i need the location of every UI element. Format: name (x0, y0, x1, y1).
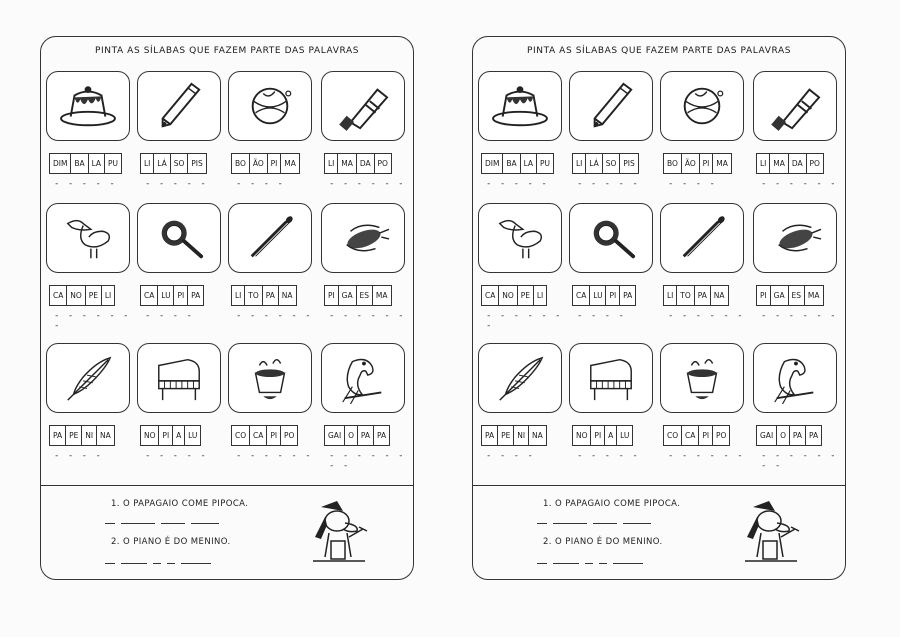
syllable-box[interactable]: NA (710, 285, 729, 306)
syllable-box[interactable]: LU (184, 425, 201, 446)
goofy-icon (735, 497, 805, 569)
blank (153, 555, 161, 564)
syllable-box[interactable]: PO (712, 425, 730, 446)
syllable-row (481, 285, 564, 306)
syllable-box[interactable]: LÁ (153, 153, 170, 174)
word-exercise (228, 203, 314, 321)
syllable-box[interactable]: GA (770, 285, 789, 306)
syllable-box[interactable]: BA (502, 153, 520, 174)
parrot-icon (764, 352, 826, 404)
syllable-box[interactable]: PI (605, 285, 620, 306)
word-exercise (569, 343, 655, 461)
syllable-box[interactable]: ES (788, 285, 806, 306)
blank (553, 555, 579, 564)
pot-icon (671, 352, 733, 404)
picture-frame (137, 71, 221, 141)
syllable-box[interactable]: NA (528, 425, 547, 446)
syllable-box[interactable]: MA (804, 285, 824, 306)
blank (105, 515, 115, 524)
syllable-row (324, 153, 407, 174)
word-exercise (660, 203, 746, 321)
word-exercise (321, 71, 407, 189)
word-exercise (753, 71, 839, 189)
syllable-box[interactable]: A (604, 425, 617, 446)
syllable-row (324, 425, 407, 446)
syllable-box[interactable]: PO (806, 153, 824, 174)
syllable-box[interactable]: PU (104, 153, 122, 174)
answer-dashes: - - - - - - (236, 311, 313, 321)
blank (105, 555, 115, 564)
word-exercise (137, 203, 223, 321)
picture-frame (569, 203, 653, 273)
syllable-box[interactable]: LI (533, 285, 547, 306)
syllable-box[interactable]: PI (324, 285, 339, 306)
answer-dashes: - - - - - (145, 179, 208, 189)
paint-tube-icon (764, 80, 826, 132)
syllable-box[interactable]: A (172, 425, 185, 446)
syllable-box[interactable]: LA (88, 153, 105, 174)
parrot-icon (332, 352, 394, 404)
syllable-box[interactable]: NA (278, 285, 297, 306)
syllable-box[interactable]: PIS (187, 153, 207, 174)
picture-frame (660, 343, 744, 413)
blank (613, 555, 643, 564)
syllable-box[interactable]: LI (140, 153, 154, 174)
picture-frame (228, 343, 312, 413)
syllable-box[interactable]: ES (356, 285, 374, 306)
syllable-box[interactable]: PI (266, 425, 281, 446)
syllable-box[interactable]: LU (616, 425, 633, 446)
sentence: 2. O PIANO É DO MENINO. (543, 537, 663, 547)
syllable-box[interactable]: O (344, 425, 358, 446)
syllable-box[interactable]: PIS (619, 153, 639, 174)
syllable-box[interactable]: MA (337, 153, 357, 174)
syllable-box[interactable]: LI (101, 285, 115, 306)
pot-icon (239, 352, 301, 404)
answer-dashes: - - - - (236, 179, 285, 189)
syllable-row (663, 153, 746, 174)
syllable-box[interactable]: BA (70, 153, 88, 174)
word-exercise (228, 343, 314, 461)
word-exercise (753, 203, 839, 321)
sheet-title: PINTA AS SÍLABAS QUE FAZEM PARTE DAS PALAVRAS (94, 46, 360, 56)
section-divider (40, 485, 414, 486)
syllable-box[interactable]: PI (756, 285, 771, 306)
blank (167, 555, 175, 564)
picture-frame (46, 203, 130, 273)
syllable-box[interactable]: PO (374, 153, 392, 174)
answer-dashes: - - - - - (577, 451, 640, 461)
syllable-row (49, 153, 132, 174)
syllable-box[interactable]: NI (513, 425, 529, 446)
syllable-row (756, 425, 839, 446)
answer-dashes: - - - - - - (668, 451, 745, 461)
cartoon-illustration (303, 497, 373, 569)
paint-tube-icon (332, 80, 394, 132)
blank (593, 515, 617, 524)
answer-dashes: - - - - - (486, 179, 549, 189)
syllable-box[interactable]: LI (663, 285, 677, 306)
syllable-row (324, 285, 407, 306)
word-exercise (137, 71, 223, 189)
syllable-row (49, 425, 132, 446)
syllable-box[interactable]: CA (49, 285, 67, 306)
syllable-box[interactable]: PI (698, 425, 713, 446)
word-exercise (478, 71, 564, 189)
syllable-box[interactable]: NO (66, 285, 86, 306)
word-exercise (569, 203, 655, 321)
answer-dashes: - - - - - (54, 179, 117, 189)
picture-frame (321, 343, 405, 413)
syllable-box[interactable]: BO (231, 153, 250, 174)
syllable-box[interactable]: LI (572, 153, 586, 174)
syllable-box[interactable]: PA (619, 285, 636, 306)
word-exercise (46, 203, 132, 331)
blank (191, 515, 219, 524)
syllable-box[interactable]: PA (373, 425, 390, 446)
writing-line[interactable] (537, 555, 643, 565)
pelican-icon (489, 212, 551, 264)
syllable-row (140, 285, 223, 306)
ball-icon (239, 80, 301, 132)
syllable-box[interactable]: GA (338, 285, 357, 306)
sentence: 1. O PAPAGAIO COME PIPOCA. (111, 499, 249, 509)
word-exercise (46, 343, 132, 461)
syllable-box[interactable]: PA (262, 285, 279, 306)
syllable-box[interactable]: ÃO (681, 153, 700, 174)
syllable-row (231, 285, 314, 306)
syllable-box[interactable]: PO (280, 425, 298, 446)
picture-frame (321, 71, 405, 141)
syllable-box[interactable]: CO (231, 425, 250, 446)
answer-dashes: - - - - - - (668, 311, 745, 321)
syllable-box[interactable]: DA (788, 153, 807, 174)
syllable-box[interactable]: CA (681, 425, 699, 446)
picture-frame (46, 343, 130, 413)
word-exercise (321, 203, 407, 321)
syllable-box[interactable]: GAI (324, 425, 345, 446)
ball-icon (671, 80, 733, 132)
sentence: 2. O PIANO É DO MENINO. (111, 537, 231, 547)
word-exercise (660, 343, 746, 461)
syllable-box[interactable]: PI (590, 425, 605, 446)
answer-dashes: - - - - - - - (486, 311, 563, 331)
syllable-row (756, 153, 839, 174)
piano-icon (580, 352, 642, 404)
syllable-box[interactable]: O (776, 425, 790, 446)
blank (537, 555, 547, 564)
syllable-box[interactable]: PA (805, 425, 822, 446)
matchstick-icon (671, 212, 733, 264)
picture-frame (46, 71, 130, 141)
syllable-box[interactable]: LI (231, 285, 245, 306)
syllable-box[interactable]: PA (49, 425, 66, 446)
syllable-box[interactable]: CA (249, 425, 267, 446)
worksheet (40, 36, 414, 580)
syllable-box[interactable]: LÁ (585, 153, 602, 174)
syllable-box[interactable]: DIM (481, 153, 503, 174)
blank (121, 555, 147, 564)
syllable-box[interactable]: LU (157, 285, 174, 306)
picture-frame (660, 71, 744, 141)
blank (553, 515, 587, 524)
word-exercise (753, 343, 839, 471)
syllable-box[interactable]: NO (572, 425, 592, 446)
answer-dashes: - - - - - (577, 179, 640, 189)
syllable-box[interactable]: SO (170, 153, 189, 174)
word-exercise (321, 343, 407, 471)
syllable-box[interactable]: NO (498, 285, 518, 306)
frying-pan-icon (580, 212, 642, 264)
blank (599, 555, 607, 564)
syllable-box[interactable]: PI (158, 425, 173, 446)
worksheet (472, 36, 846, 580)
pudding-icon (489, 80, 551, 132)
syllable-box[interactable]: LI (756, 153, 770, 174)
syllable-box[interactable]: MA (712, 153, 732, 174)
answer-dashes: - - - - - - - - (761, 451, 838, 471)
syllable-row (663, 425, 746, 446)
syllable-row (481, 425, 564, 446)
picture-frame (228, 203, 312, 273)
syllable-box[interactable]: MA (372, 285, 392, 306)
blank (585, 555, 593, 564)
picture-frame (228, 71, 312, 141)
picture-frame (569, 71, 653, 141)
picture-frame (321, 203, 405, 273)
syllable-row (140, 153, 223, 174)
word-exercise (660, 71, 746, 189)
answer-dashes: - - - - - - - - (329, 451, 406, 471)
blank (121, 515, 155, 524)
syllable-box[interactable]: NO (140, 425, 160, 446)
syllable-box[interactable]: LA (520, 153, 537, 174)
picture-frame (569, 343, 653, 413)
syllable-row (572, 153, 655, 174)
picture-frame (137, 203, 221, 273)
syllable-box[interactable]: PU (536, 153, 554, 174)
syllable-box[interactable]: CA (481, 285, 499, 306)
corn-icon (332, 212, 394, 264)
answer-dashes: - - - - (486, 451, 535, 461)
picture-frame (660, 203, 744, 273)
syllable-box[interactable]: MA (280, 153, 300, 174)
syllable-row (481, 153, 564, 174)
goofy-icon (303, 497, 373, 569)
sheet-title: PINTA AS SÍLABAS QUE FAZEM PARTE DAS PALAVRAS (526, 46, 792, 56)
syllable-row (140, 425, 223, 446)
syllable-box[interactable]: PA (187, 285, 204, 306)
syllable-box[interactable]: GAI (756, 425, 777, 446)
pelican-icon (57, 212, 119, 264)
cartoon-illustration (735, 497, 805, 569)
picture-frame (478, 203, 562, 273)
picture-frame (753, 343, 837, 413)
answer-dashes: - - - - (577, 311, 626, 321)
syllable-box[interactable]: CA (140, 285, 158, 306)
syllable-row (231, 425, 314, 446)
syllable-row (49, 285, 132, 306)
writing-line[interactable] (537, 515, 651, 525)
syllable-box[interactable]: DA (356, 153, 375, 174)
syllable-box[interactable]: PA (789, 425, 806, 446)
writing-line[interactable] (105, 515, 219, 525)
answer-dashes: - - - - - - (236, 451, 313, 461)
syllable-box[interactable]: PI (173, 285, 188, 306)
syllable-box[interactable]: CA (572, 285, 590, 306)
answer-dashes: - - - - (668, 179, 717, 189)
matchstick-icon (239, 212, 301, 264)
answer-dashes: - - - - (145, 311, 194, 321)
blank (623, 515, 651, 524)
picture-frame (753, 203, 837, 273)
syllable-box[interactable]: PE (65, 425, 82, 446)
syllable-box[interactable]: CO (663, 425, 682, 446)
syllable-row (231, 153, 314, 174)
syllable-box[interactable]: TO (676, 285, 695, 306)
answer-dashes: - - - - - - (761, 311, 838, 321)
frying-pan-icon (148, 212, 210, 264)
section-divider (472, 485, 846, 486)
syllable-box[interactable]: BO (663, 153, 682, 174)
syllable-box[interactable]: LI (324, 153, 338, 174)
answer-dashes: - - - - - - - (54, 311, 131, 331)
syllable-box[interactable]: DIM (49, 153, 71, 174)
word-exercise (478, 203, 564, 331)
blank (537, 515, 547, 524)
answer-dashes: - - - - - (145, 451, 208, 461)
word-exercise (137, 343, 223, 461)
syllable-box[interactable]: PA (357, 425, 374, 446)
syllable-row (572, 285, 655, 306)
pudding-icon (57, 80, 119, 132)
picture-frame (478, 71, 562, 141)
syllable-box[interactable]: PI (267, 153, 282, 174)
picture-frame (478, 343, 562, 413)
picture-frame (137, 343, 221, 413)
writing-line[interactable] (105, 555, 211, 565)
answer-dashes: - - - - - - (329, 311, 406, 321)
piano-icon (148, 352, 210, 404)
syllable-box[interactable]: LU (589, 285, 606, 306)
syllable-row (572, 425, 655, 446)
syllable-row (663, 285, 746, 306)
syllable-box[interactable]: PE (497, 425, 514, 446)
answer-dashes: - - - - - - (329, 179, 406, 189)
word-exercise (478, 343, 564, 461)
syllable-box[interactable]: PE (85, 285, 102, 306)
word-exercise (228, 71, 314, 189)
syllable-box[interactable]: ÃO (249, 153, 268, 174)
blank (181, 555, 211, 564)
blank (161, 515, 185, 524)
syllable-box[interactable]: PA (694, 285, 711, 306)
picture-frame (753, 71, 837, 141)
syllable-box[interactable]: NA (96, 425, 115, 446)
syllable-box[interactable]: PA (481, 425, 498, 446)
word-exercise (569, 71, 655, 189)
pencil-icon (580, 80, 642, 132)
syllable-box[interactable]: NI (81, 425, 97, 446)
syllable-box[interactable]: PE (517, 285, 534, 306)
syllable-box[interactable]: MA (769, 153, 789, 174)
corn-icon (764, 212, 826, 264)
pencil-icon (148, 80, 210, 132)
syllable-box[interactable]: SO (602, 153, 621, 174)
syllable-box[interactable]: PI (699, 153, 714, 174)
syllable-row (756, 285, 839, 306)
answer-dashes: - - - - - - (761, 179, 838, 189)
feather-icon (57, 352, 119, 404)
sentence: 1. O PAPAGAIO COME PIPOCA. (543, 499, 681, 509)
feather-icon (489, 352, 551, 404)
syllable-box[interactable]: TO (244, 285, 263, 306)
answer-dashes: - - - - (54, 451, 103, 461)
word-exercise (46, 71, 132, 189)
